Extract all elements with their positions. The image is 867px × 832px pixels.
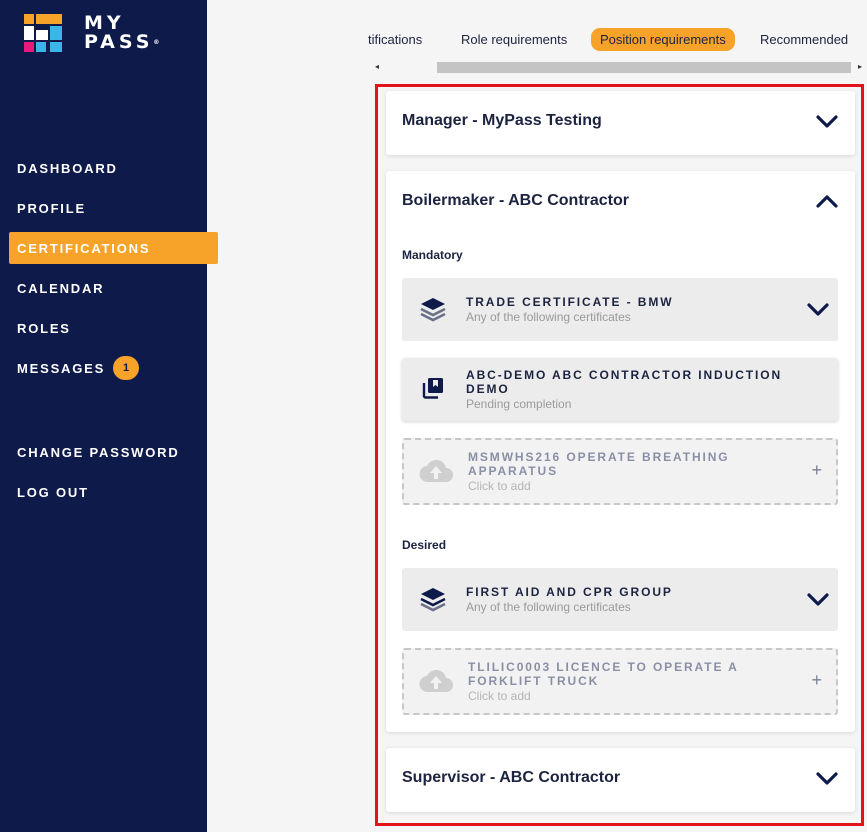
chevron-up-icon[interactable] [815,193,839,209]
nav-change-password[interactable] [9,436,218,468]
chevron-down-icon[interactable] [806,592,830,608]
nav-log-out-label: LOG OUT [17,484,89,500]
tab-position-requirements[interactable]: Position requirements [591,28,735,51]
cert-subtitle: Click to add [468,689,531,703]
nav-profile[interactable] [9,192,218,224]
nav-certifications[interactable] [9,232,218,264]
mypass-logo[interactable] [24,14,159,52]
chevron-down-icon[interactable] [815,771,839,787]
sidebar [0,0,207,832]
cert-msmwhs216-add[interactable] [402,438,838,505]
chevron-down-icon[interactable] [815,114,839,130]
logo-line-1: MY [84,12,125,34]
nav-change-password-label: CHANGE PASSWORD [17,444,180,460]
cert-tlilic0003-add[interactable] [402,648,838,715]
cert-abc-demo-induction[interactable] [402,358,838,421]
tab-scroll-right-icon[interactable]: ▸ [858,62,863,71]
nav-log-out[interactable] [9,476,218,508]
cert-trade-certificate[interactable] [402,278,838,341]
cert-subtitle: Pending completion [466,397,572,411]
nav-roles[interactable] [9,312,218,344]
cert-title: TRADE CERTIFICATE - BMW [466,295,674,309]
nav-dashboard[interactable] [9,152,218,184]
tab-recommended[interactable]: Recommended [760,32,849,47]
mypass-logo-icon [24,14,62,52]
position-panel-supervisor[interactable] [386,748,855,812]
cert-first-aid-cpr[interactable] [402,568,838,631]
cert-subtitle: Click to add [468,479,531,493]
cert-title: TLILIC0003 LICENCE TO OPERATE A FORKLIFT TRUCK [468,660,739,688]
cloud-upload-icon [419,458,453,484]
tab-scrollbar-thumb[interactable] [437,62,851,73]
induction-icon [422,377,444,399]
layers-icon [420,586,446,612]
tab-role-requirements[interactable]: Role requirements [461,32,568,47]
section-label-mandatory: Mandatory [402,248,463,262]
messages-count-badge: 1 [113,356,139,380]
tab-certifications[interactable]: tifications [368,32,423,47]
requirements-tab-bar [368,28,867,52]
plus-icon[interactable]: + [811,670,822,690]
position-panel-manager[interactable] [386,91,855,155]
cert-title: ABC-DEMO ABC CONTRACTOR INDUCTION DEMO [466,368,783,396]
plus-icon[interactable]: + [811,460,822,480]
section-label-desired: Desired [402,538,447,552]
nav-messages[interactable] [9,352,218,384]
nav-messages-label: MESSAGES [17,360,106,376]
cert-title: FIRST AID AND CPR GROUP [466,585,673,599]
nav-calendar-label: CALENDAR [17,280,105,296]
panel-title-manager: Manager - MyPass Testing [402,112,602,129]
nav-dashboard-label: DASHBOARD [17,160,118,176]
trademark-mark: ® [153,39,160,46]
cert-subtitle: Any of the following certificates [466,310,631,324]
nav-roles-label: ROLES [17,320,71,336]
mypass-logo-text [84,14,159,52]
chevron-down-icon[interactable] [806,302,830,318]
layers-icon [420,296,446,322]
nav-calendar[interactable] [9,272,218,304]
tab-scroll-left-icon[interactable]: ◂ [375,62,380,71]
cert-title: MSMWHS216 OPERATE BREATHING APPARATUS [468,450,730,478]
logo-line-2: PASS [84,31,154,53]
panel-title-supervisor: Supervisor - ABC Contractor [402,769,621,786]
panel-title-boilermaker: Boilermaker - ABC Contractor [402,192,630,209]
nav-profile-label: PROFILE [17,200,86,216]
nav-certifications-label: CERTIFICATIONS [17,240,151,256]
position-panel-boilermaker [386,171,855,732]
cert-subtitle: Any of the following certificates [466,600,631,614]
cloud-upload-icon [419,668,453,694]
